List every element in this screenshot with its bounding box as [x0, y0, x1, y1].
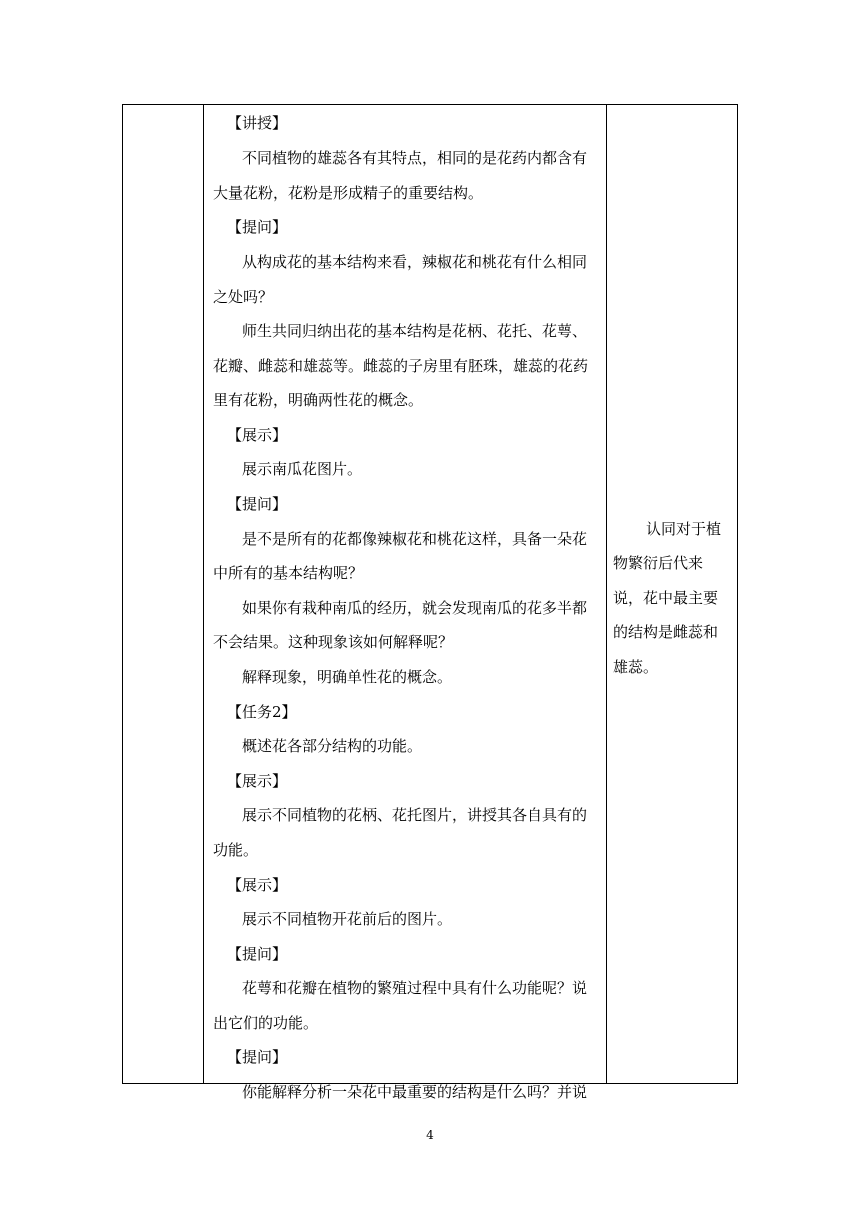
intent-line: 雄蕊。 — [613, 658, 659, 676]
paragraph-line: 解释现象，明确单性花的概念。 — [242, 668, 453, 686]
paragraph-line: 师生共同归纳出花的基本结构是花柄、花托、花萼、 — [242, 322, 588, 340]
intent-line: 认同对于植 — [646, 520, 722, 538]
column-divider-right — [606, 105, 607, 1083]
paragraph-line: 概述花各部分结构的功能。 — [242, 737, 423, 755]
paragraph-line: 功能。 — [213, 841, 259, 859]
section-heading-lecture: 【讲授】 — [227, 114, 288, 132]
lesson-table — [122, 104, 738, 1101]
paragraph-line: 出它们的功能。 — [213, 1014, 319, 1032]
paragraph-line: 不会结果。这种现象该如何解释呢？ — [213, 633, 454, 651]
paragraph-line: 大量花粉，花粉是形成精子的重要结构。 — [213, 184, 484, 202]
paragraph-line: 花瓣、雌蕊和雄蕊等。雌蕊的子房里有胚珠，雄蕊的花药 — [213, 357, 589, 375]
paragraph-line: 之处吗？ — [213, 288, 274, 306]
paragraph-line: 展示不同植物开花前后的图片。 — [242, 910, 453, 928]
column-divider-left — [203, 105, 204, 1083]
paragraph-line: 中所有的基本结构呢？ — [213, 564, 364, 582]
paragraph-line: 从构成花的基本结构来看，辣椒花和桃花有什么相同 — [242, 253, 588, 271]
section-heading-question: 【提问】 — [227, 1048, 288, 1066]
section-heading-display: 【展示】 — [227, 876, 288, 894]
page-number: 4 — [426, 1128, 434, 1142]
paragraph-line: 如果你有栽种南瓜的经历，就会发现南瓜的花多半都 — [242, 599, 588, 617]
paragraph-line: 花萼和花瓣在植物的繁殖过程中具有什么功能呢？说 — [242, 979, 588, 997]
paragraph-line: 你能解释分析一朵花中最重要的结构是什么吗？并说 — [242, 1083, 588, 1101]
paragraph-line: 里有花粉，明确两性花的概念。 — [213, 391, 424, 409]
section-heading-display: 【展示】 — [227, 772, 288, 790]
paragraph-line: 是不是所有的花都像辣椒花和桃花这样，具备一朵花 — [242, 530, 588, 548]
section-heading-question: 【提问】 — [227, 218, 288, 236]
intent-line: 的结构是雌蕊和 — [613, 623, 719, 641]
paragraph-line: 不同植物的雄蕊各有其特点，相同的是花药内都含有 — [242, 149, 588, 167]
section-heading-question: 【提问】 — [227, 945, 288, 963]
teaching-activity-cell — [205, 105, 603, 1101]
section-heading-question: 【提问】 — [227, 495, 288, 513]
section-heading-display: 【展示】 — [227, 426, 288, 444]
paragraph-line: 展示不同植物的花柄、花托图片，讲授其各自具有的 — [242, 806, 588, 824]
section-heading-task: 【任务2】 — [227, 703, 297, 721]
intent-line: 说，花中最主要 — [613, 589, 719, 607]
paragraph-line: 展示南瓜花图片。 — [242, 460, 363, 478]
intent-line: 物繁衍后代来 — [613, 554, 704, 572]
